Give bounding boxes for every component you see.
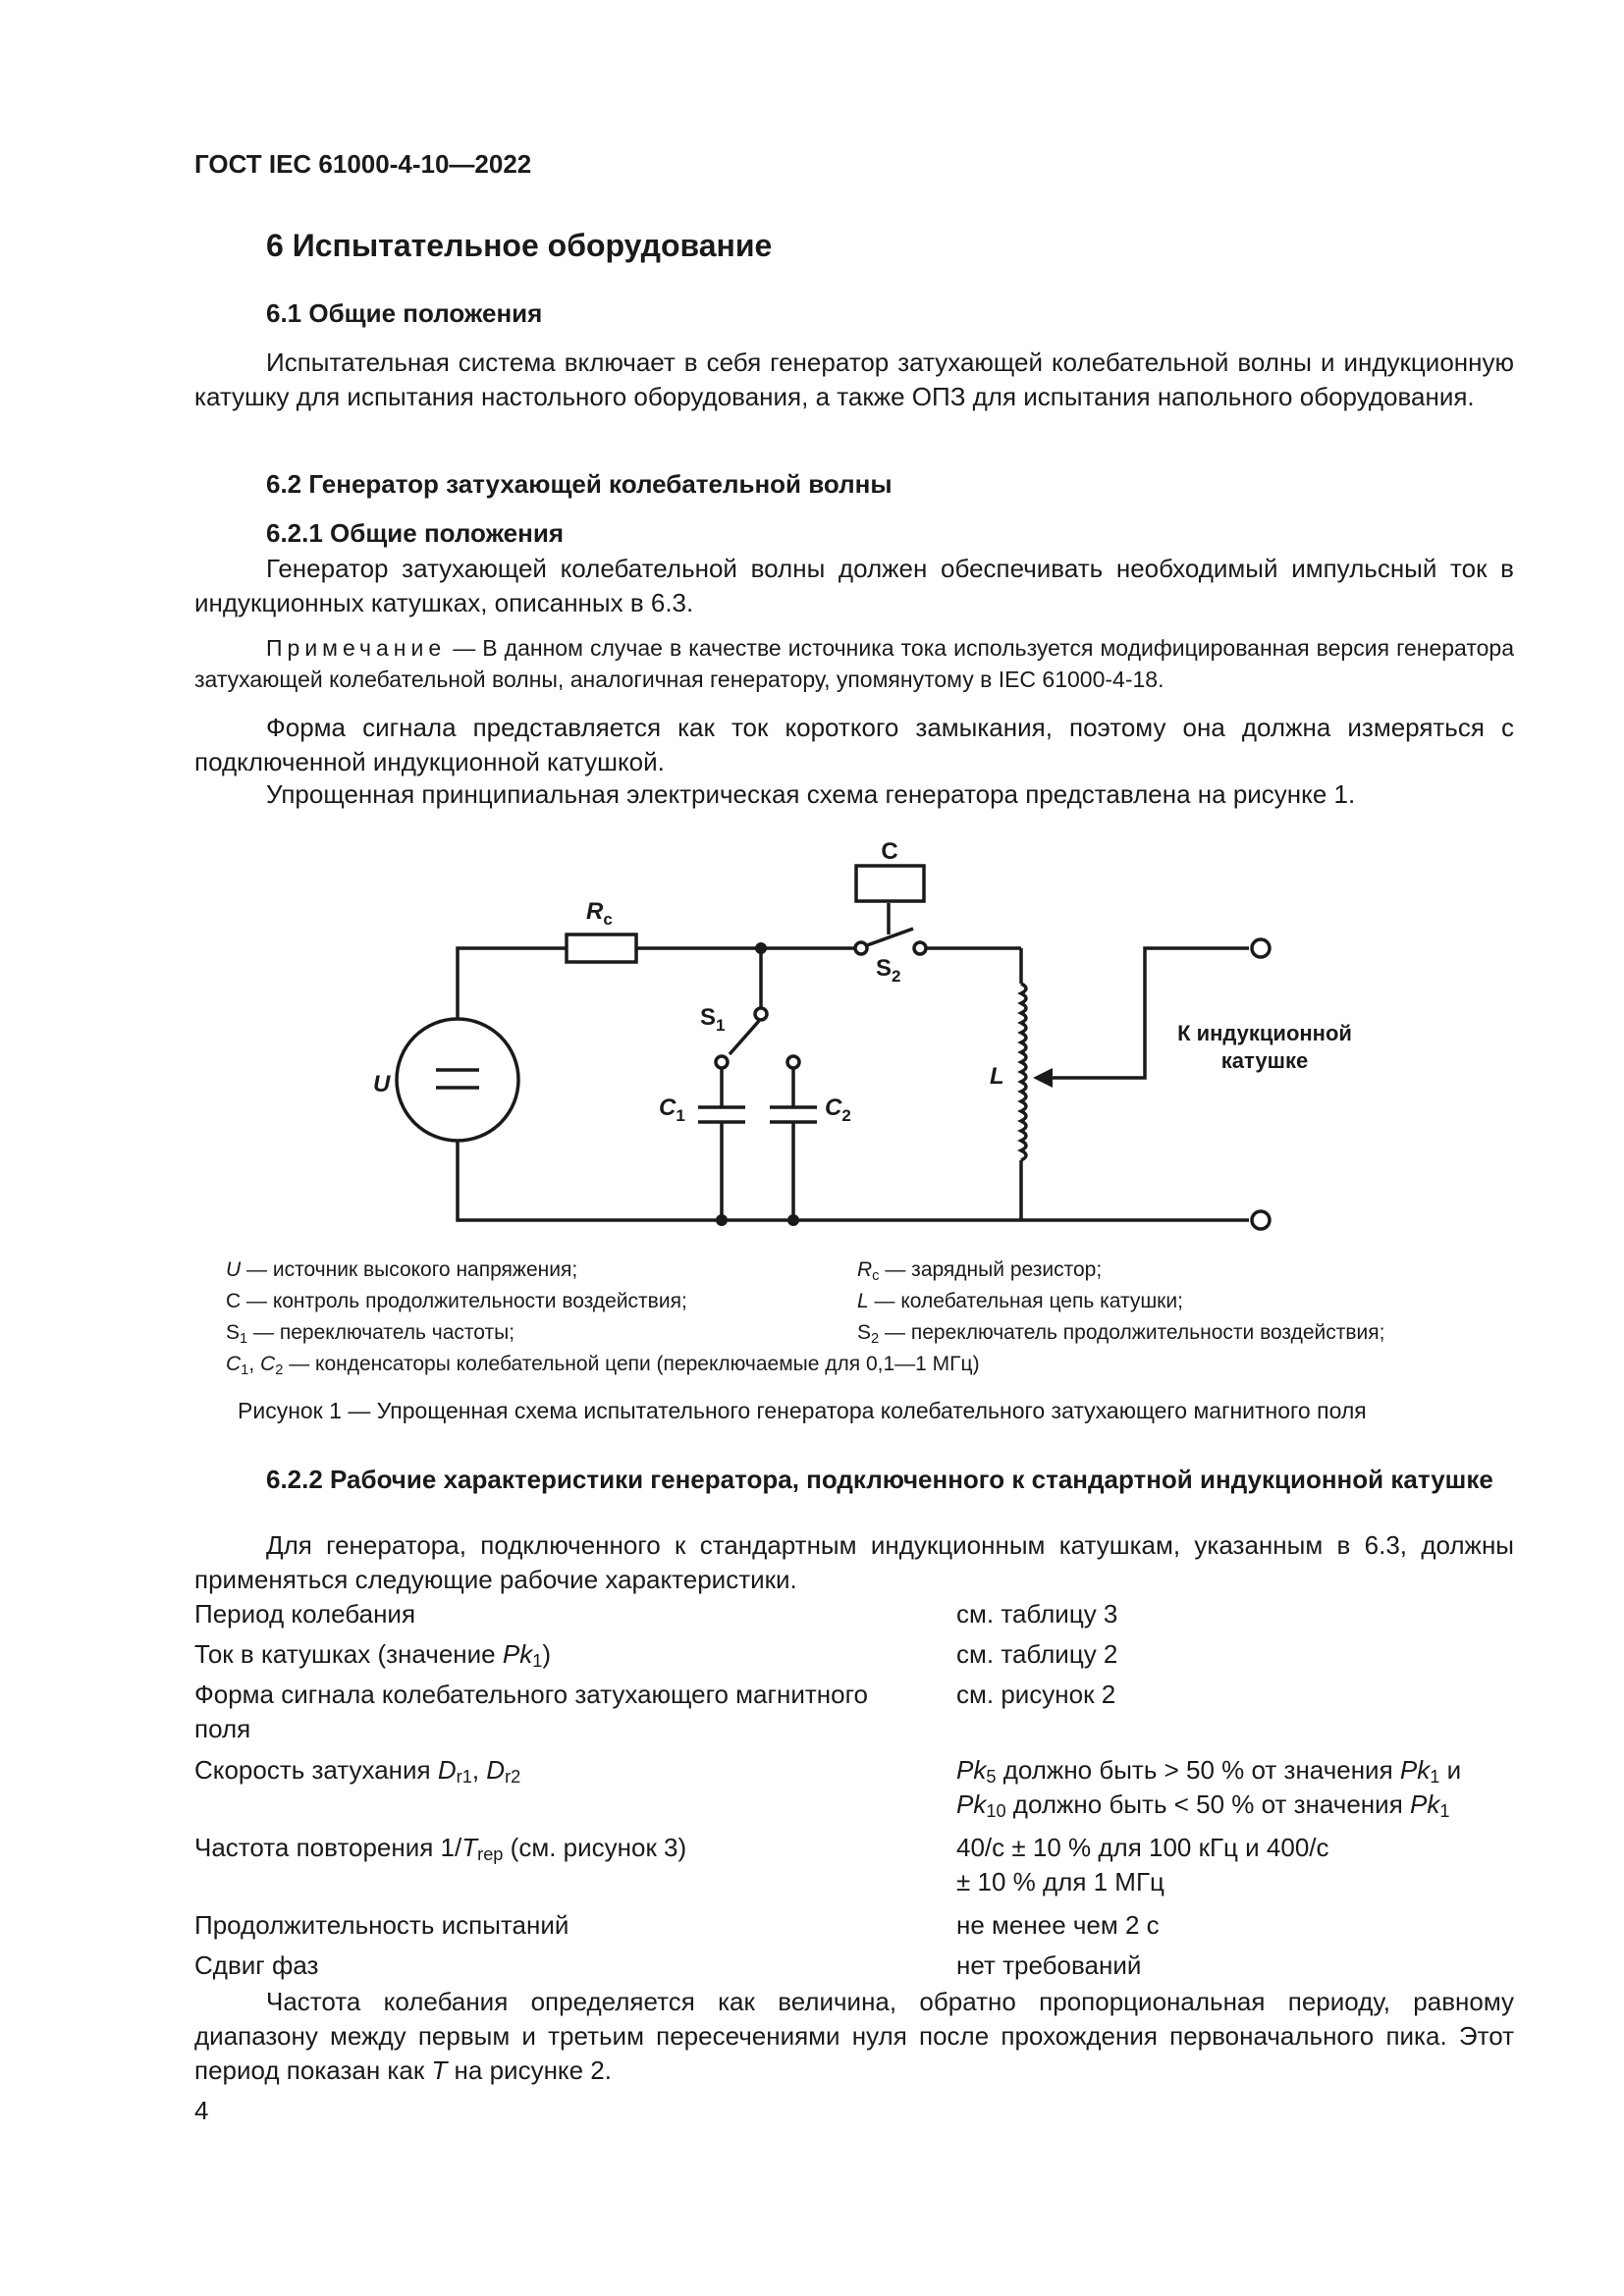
spec-label: Продолжительность испытаний xyxy=(194,1910,569,1940)
legend-s1: $S_1$ — переключатель частоты; xyxy=(226,1321,515,1347)
legend-l: L — колебательная цепь катушки; xyxy=(857,1290,1183,1312)
subsection-title-6-1: 6.1 Общие положения xyxy=(266,298,543,328)
label-u: U xyxy=(373,1071,391,1097)
junction-c2 xyxy=(787,1214,799,1226)
paragraph-6-2-1: Генератор затухающей колебательной волны должен обеспечивать необходимый импульсный ток в индукционных катушках, описанных в 6.3. xyxy=(194,554,1514,617)
label-s1: $S_1$ xyxy=(700,1004,726,1035)
legend-c: С — контроль продолжительности воздействия; xyxy=(226,1290,687,1312)
legend-u: U — источник высокого напряжения; xyxy=(226,1258,578,1281)
label-c2: $C_2$ xyxy=(825,1095,851,1125)
s1-contact-c2 xyxy=(787,1056,799,1068)
paragraph-closing: Частота колебания определяется как величина, обратно пропорциональная периоду, равному диапазону между первым и третьим пересечениями нуля после прохождения первоначального пика. Этот период показан как T на рисунке 2. xyxy=(194,1987,1514,2085)
paragraph-6-2-2-intro: Для генератора, подключенного к стандартным индукционным катушкам, указанным в 6.3, должны применяться следующие рабочие характеристики. xyxy=(194,1530,1514,1594)
paragraph-waveform: Форма сигнала представляется как ток короткого замыкания, поэтому она должна измеряться с подключенной индукционной катушкой. xyxy=(194,713,1514,776)
subsection-title-6-2: 6.2 Генератор затухающей колебательной волны xyxy=(266,469,893,499)
spec-value: нет требований xyxy=(956,1950,1142,1980)
legend-capacitors: $C_1$, $C_2$ — конденсаторы колебательной цепи (переключаемые для 0,1—1 МГц) xyxy=(226,1353,980,1378)
wire-top-left xyxy=(458,948,567,1019)
s2-contact-right xyxy=(914,942,926,954)
spec-value: см. таблицу 2 xyxy=(956,1639,1118,1669)
label-coil-line1: К индукционной xyxy=(1177,1021,1352,1045)
figure-caption: Рисунок 1 — Упрощенная схема испытательного генератора колебательного затухающего магнитного поля xyxy=(238,1398,1367,1423)
label-s2: $S_2$ xyxy=(876,955,901,986)
paragraph-6-1: Испытательная система включает в себя генератор затухающей колебательной волны и индукционную катушку для испытания настольного оборудования, а также ОПЗ для испытания напольного оборудования. xyxy=(194,347,1514,411)
spec-label: Частота повторения $1/T_{rep}$ (см. рисунок 3) xyxy=(194,1833,687,1864)
spec-value: $Pk_5$ должно быть > 50 % от значения $Pk_1$ и $Pk_{10}$ должно быть < 50 % от значения $Pk_1$ xyxy=(956,1755,1462,1821)
label-rc: $R_c$ xyxy=(586,898,613,929)
s2-contact-left xyxy=(855,942,867,954)
label-coil-line2: катушке xyxy=(1220,1048,1309,1073)
voltage-source-u xyxy=(397,1019,518,1141)
page-number: 4 xyxy=(194,2096,209,2125)
tap-arrow xyxy=(1033,1068,1053,1088)
output-terminal-bottom xyxy=(1252,1211,1270,1229)
document-header: ГОСТ IEC 61000-4-10—2022 xyxy=(194,149,532,179)
s1-contact-c1 xyxy=(716,1056,728,1068)
wire-output xyxy=(1051,948,1249,1078)
legend-rc: $R_c$ — зарядный резистор; xyxy=(857,1258,1103,1284)
label-c1: $C_1$ xyxy=(659,1095,685,1125)
output-terminal-top xyxy=(1252,939,1270,957)
spec-label: Период колебания xyxy=(194,1599,416,1629)
section-title: 6 Испытательное оборудование xyxy=(266,228,773,263)
subsection-title-6-2-1: 6.2.1 Общие положения xyxy=(266,518,564,548)
spec-value: 40/с ± 10 % для 100 кГц и 400/с ± 10 % для 1 МГц xyxy=(956,1833,1329,1896)
label-l: L xyxy=(990,1063,1004,1090)
spec-label: Ток в катушках (значение $Pk_1$) xyxy=(194,1639,552,1671)
note-label: Примечание xyxy=(266,635,447,661)
s1-pivot xyxy=(755,1008,767,1020)
spec-label: Сдвиг фаз xyxy=(194,1950,319,1980)
spec-label: Форма сигнала колебательного затухающего магнитного поля xyxy=(194,1680,868,1743)
inductor-l xyxy=(1021,984,1026,1160)
label-c: С xyxy=(881,838,898,865)
subsection-title-6-2-2: 6.2.2 Рабочие характеристики генератора, подключенного к стандартной индукционной катушке xyxy=(266,1465,1493,1494)
note-text: — В данном случае в качестве источника тока используется модифицированная версия генератора затухающей колебательной волны, аналогичная генератору, упомянутому в IEC 61000-4-18. xyxy=(194,635,1514,692)
switch-s1-blade xyxy=(730,1021,759,1054)
control-box-c xyxy=(856,866,924,901)
paragraph-schematic: Упрощенная принципиальная электрическая схема генератора представлена на рисунке 1. xyxy=(266,779,1356,809)
junction-top xyxy=(755,942,767,954)
wire-bottom xyxy=(458,1141,1021,1220)
junction-c1 xyxy=(716,1214,728,1226)
spec-value: см. рисунок 2 xyxy=(956,1680,1116,1709)
spec-value: не менее чем 2 с xyxy=(956,1910,1160,1940)
legend-s2: $S_2$ — переключатель продолжительности воздействия; xyxy=(857,1321,1385,1347)
spec-value: см. таблицу 3 xyxy=(956,1599,1118,1629)
spec-label: Скорость затухания $D_{r1}$, $D_{r2}$ xyxy=(194,1755,521,1787)
resistor-rc xyxy=(567,934,636,962)
